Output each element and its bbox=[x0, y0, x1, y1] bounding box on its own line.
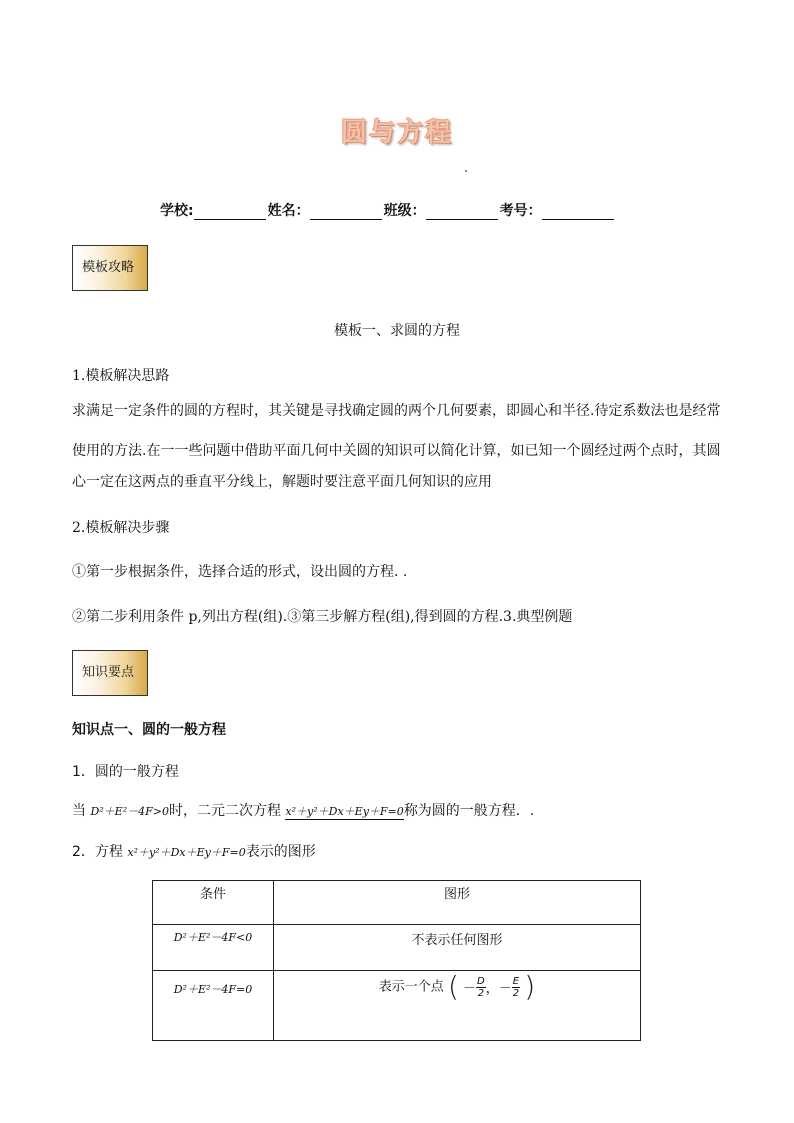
general-eq-title: 1．圆的一般方程 bbox=[72, 764, 179, 780]
row2-condition bbox=[153, 971, 274, 1041]
line-mid: 时，二元二次方程 bbox=[168, 803, 286, 819]
line-suffix: 称为圆的一般方程．. bbox=[403, 803, 535, 819]
table-row bbox=[153, 971, 641, 1041]
comma: ， bbox=[485, 981, 499, 997]
template-subtitle: 模板一、求圆的方程 bbox=[334, 323, 460, 339]
step-1: ①第一步根据条件，选择合适的形式，设出圆的方程. . bbox=[72, 564, 408, 580]
table-row bbox=[153, 925, 641, 971]
name-blank[interactable] bbox=[310, 205, 382, 220]
minus-sign-2: － bbox=[498, 981, 512, 997]
knowledge-heading: 知识点一、圆的一般方程 bbox=[72, 722, 226, 738]
frac1-denominator: 2 bbox=[477, 987, 485, 999]
school-blank[interactable] bbox=[194, 205, 266, 220]
exam-number-blank[interactable] bbox=[542, 205, 614, 220]
student-info-line bbox=[160, 200, 616, 220]
school-label: 学校: bbox=[160, 203, 194, 219]
item2-prefix: 2．方程 bbox=[72, 844, 128, 860]
condition-expression: D²＋E²－4F>0 bbox=[90, 805, 169, 818]
frac2-denominator: 2 bbox=[512, 987, 520, 999]
point-label: 表示一个点 bbox=[378, 979, 444, 995]
condition-figure-table bbox=[152, 880, 641, 1041]
class-blank[interactable] bbox=[426, 205, 498, 220]
item2-suffix: 表示的图形 bbox=[245, 844, 316, 860]
general-eq-line bbox=[72, 800, 534, 820]
step-2: ②第二步利用条件 p,列出方程(组).③第三步解方程(组),得到圆的方程.3.典型例题 bbox=[72, 609, 573, 625]
header-condition: 条件 bbox=[153, 881, 274, 925]
template-strategy-label: 模板攻略 bbox=[82, 260, 135, 275]
row2-condition-expr: D²＋E²－4F=0 bbox=[173, 983, 253, 996]
item2-title: 2.模板解决步骤 bbox=[72, 520, 170, 536]
exam-number-label: 考号： bbox=[499, 203, 542, 219]
figure-meaning-line bbox=[72, 841, 316, 861]
item2-equation: x²＋y²＋Dx＋Ey＋F=0 bbox=[127, 846, 246, 859]
row2-figure bbox=[274, 971, 641, 1041]
knowledge-points-label: 知识要点 bbox=[82, 665, 135, 680]
fraction-d-over-2 bbox=[476, 976, 486, 999]
general-equation: x²＋y²＋Dx＋Ey＋F=0 bbox=[285, 805, 404, 818]
para-line-2: 使用的方法.在一一些问题中借助平面几何中关圆的知识可以简化计算，如已知一个圆经过两个点时，其圆 bbox=[72, 443, 721, 459]
row1-condition bbox=[153, 925, 274, 971]
right-paren: ) bbox=[524, 970, 536, 1003]
table-header-row bbox=[153, 881, 641, 925]
line-prefix: 当 bbox=[72, 803, 91, 819]
row1-condition-expr: D²＋E²－4F<0 bbox=[173, 931, 253, 944]
fraction-e-over-2 bbox=[512, 976, 520, 999]
frac1-numerator: D bbox=[477, 975, 485, 987]
minus-sign-1: － bbox=[463, 981, 477, 997]
row1-figure: 不表示任何图形 bbox=[274, 925, 641, 971]
class-label: 班级： bbox=[383, 203, 426, 219]
para-line-1: 求满足一定条件的圆的方程时，其关键是寻找确定圆的两个几何要素，即圆心和半径.待定系数法也是经常 bbox=[72, 403, 721, 419]
knowledge-points-box bbox=[72, 650, 148, 696]
item1-title: 1.模板解决思路 bbox=[72, 368, 170, 384]
page-title: 圆与方程 bbox=[340, 118, 453, 148]
para-line-3: 心一定在这两点的垂直平分线上，解题时要注意平面几何知识的应用 bbox=[72, 474, 492, 490]
frac2-numerator: E bbox=[512, 975, 520, 987]
name-label: 姓名： bbox=[267, 203, 310, 219]
header-figure: 图形 bbox=[274, 881, 641, 925]
decorative-dot bbox=[465, 170, 467, 172]
template-strategy-box bbox=[72, 245, 148, 291]
left-paren: ( bbox=[447, 970, 459, 1003]
